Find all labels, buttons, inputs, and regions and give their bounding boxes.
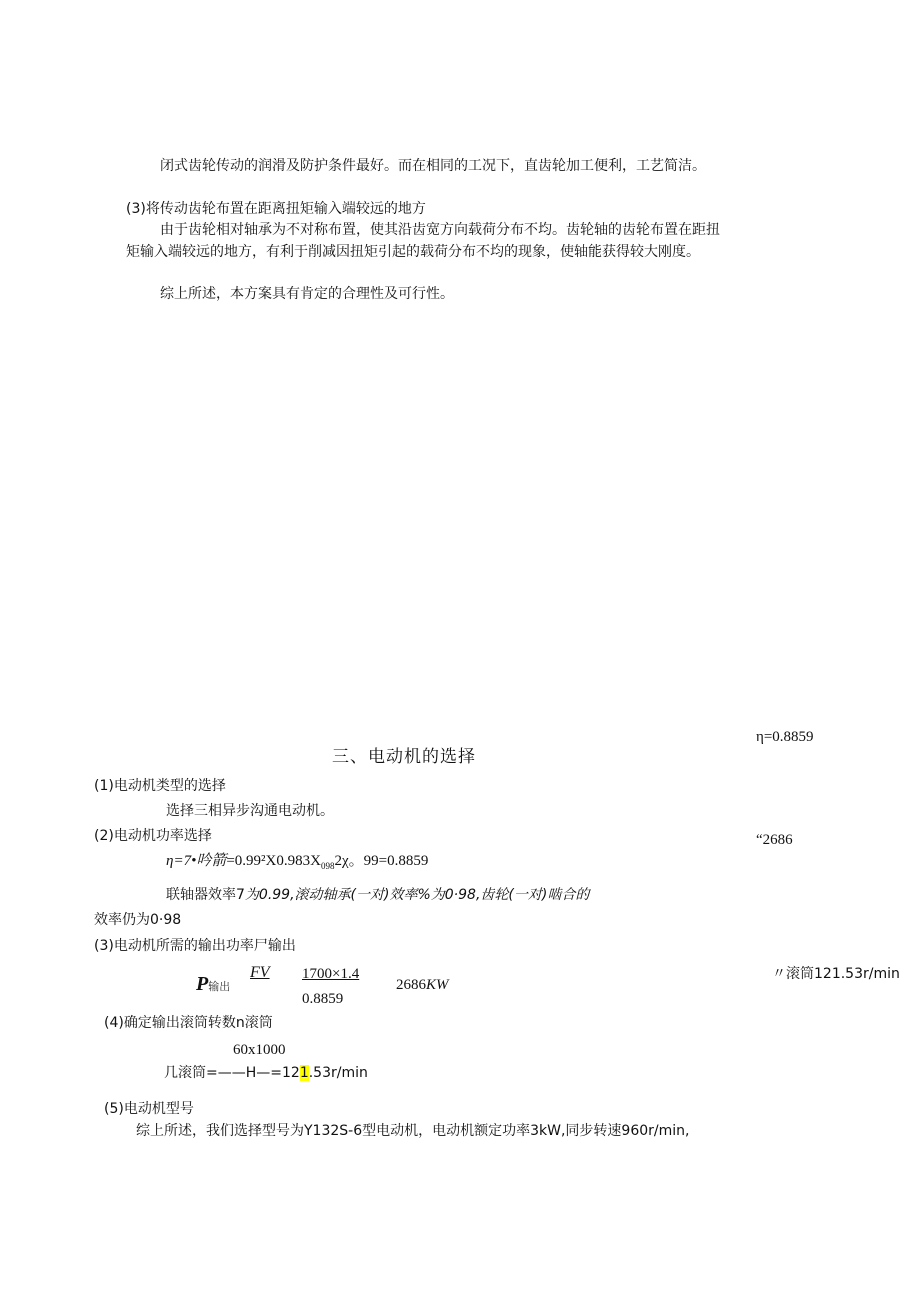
paragraph-conclusion: 综上所述，本方案具有肯定的合理性及可行性。: [160, 286, 454, 302]
s3-power-symbol: [196, 972, 230, 996]
section-title: 三、电动机的选择: [332, 747, 476, 767]
s4-line-a: 几滚筒=——H—=12: [164, 1065, 300, 1081]
s2-formula-d: 2: [334, 853, 342, 869]
s3-title: (3)电动机所需的输出功率尸输出: [94, 938, 296, 954]
margin-roller-speed: 〃滚筒121.53r/min: [772, 966, 900, 982]
s4-speed-formula: [164, 1065, 368, 1082]
s3-FV: FV: [250, 964, 270, 981]
s3-result-num: 2686: [396, 977, 426, 993]
s2-formula-a: η=7•: [166, 853, 197, 869]
s3-result-unit: KW: [426, 977, 449, 993]
s4-line-highlight: 1: [299, 1065, 309, 1081]
margin-eta-value: η=0.8859: [756, 729, 814, 745]
s2-title: (2)电动机功率选择: [94, 828, 212, 844]
s3-result: [396, 976, 449, 994]
s4-line-b: .53r/min: [308, 1065, 368, 1081]
s2-efficiency-formula: [166, 852, 428, 870]
paragraph-gear-lubrication: 闭式齿轮传动的润滑及防护条件最好。而在相同的工况下，直齿轮加工便利，工艺简洁。: [160, 158, 706, 174]
s1-body: 选择三相异步沟通电动机。: [166, 803, 334, 819]
s3-P: P: [196, 973, 209, 995]
s2-formula-c: =0.99²X0.983X: [226, 853, 321, 869]
s2-note-line2: 效率仍为0·98: [94, 912, 182, 928]
paragraph-load-line1: 由于齿轮相对轴承为不对称布置，使其沿齿宽方向载荷分布不均。齿轮轴的齿轮布置在距扭: [160, 222, 720, 238]
margin-2686: “2686: [756, 832, 793, 848]
s2-note-line1: [166, 887, 589, 904]
s4-numerator: 60x1000: [233, 1042, 286, 1058]
s3-denominator: 0.8859: [302, 991, 344, 1007]
subheading-gear-placement: (3)将传动齿轮布置在距离扭矩输入端较远的地方: [126, 201, 426, 217]
s5-title: (5)电动机型号: [104, 1101, 194, 1117]
s3-numerator: 1700×1.4: [302, 966, 360, 982]
s2-formula-b: 吟箭: [196, 853, 227, 869]
s2-note-b: 为0.99,滚动轴承(一对)效率%为0·98,齿轮(一对)啮合的: [244, 887, 590, 903]
s2-formula-sub: 098: [320, 861, 335, 871]
s1-title: (1)电动机类型的选择: [94, 778, 226, 794]
s4-title: (4)确定输出滚筒转数n滚筒: [104, 1015, 273, 1031]
s2-note-a: 联轴器效率7: [166, 887, 245, 903]
s3-P-sub: 输出: [208, 980, 231, 993]
s2-formula-e: χ。99=0.8859: [341, 853, 429, 869]
s5-body: 综上所述，我们选择型号为Y132S-6型电动机，电动机额定功率3kW,同步转速960r/min,: [136, 1123, 690, 1139]
paragraph-load-line2: 矩输入端较远的地方，有利于削减因扭矩引起的载荷分布不均的现象，使轴能获得较大刚度。: [126, 244, 700, 260]
